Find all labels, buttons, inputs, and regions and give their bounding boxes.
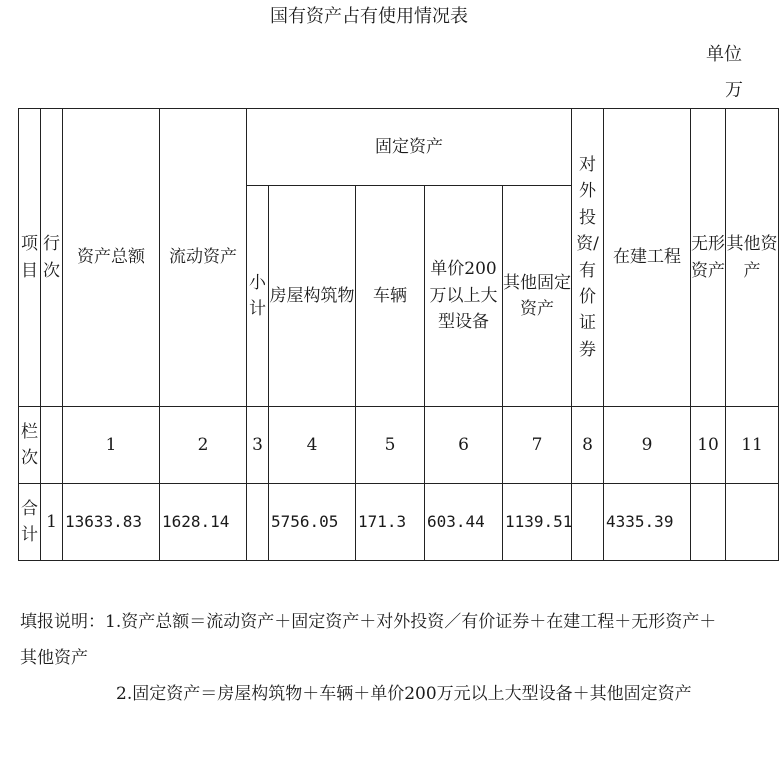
header-buildings: 房屋构筑物 (269, 186, 356, 407)
unit-label: 单位 (706, 44, 742, 65)
column-index-cell: 4 (269, 407, 356, 484)
column-index-cell: 5 (356, 407, 425, 484)
header-other-assets: 其他资产 (726, 109, 779, 407)
total-row-no: 1 (41, 484, 63, 561)
other-fixed-value: 1139.51 (503, 484, 572, 561)
column-index-blank (41, 407, 63, 484)
filling-notes (20, 604, 730, 712)
note-line-1: 填报说明：1.资产总额＝流动资产＋固定资产＋对外投资／有价证券＋在建工程＋无形资产＋其他资产 (20, 612, 717, 668)
column-index-cell: 10 (691, 407, 726, 484)
header-fixed-assets: 固定资产 (247, 109, 572, 186)
page-title: 国有资产占有使用情况表 (270, 6, 468, 27)
header-item: 项目 (19, 109, 41, 407)
column-index-cell: 8 (572, 407, 604, 484)
header-subtotal: 小计 (247, 186, 269, 407)
construction-value: 4335.39 (604, 484, 691, 561)
column-index-cell: 11 (726, 407, 779, 484)
header-intangible: 无形资产 (691, 109, 726, 407)
buildings-value: 5756.05 (269, 484, 356, 561)
header-construction: 在建工程 (604, 109, 691, 407)
total-row-label: 合计 (19, 484, 41, 561)
column-index-cell: 3 (247, 407, 269, 484)
investment-value (572, 484, 604, 561)
note-line-2: 2.固定资产＝房屋构筑物＋车辆＋单价200万元以上大型设备＋其他固定资产 (116, 684, 692, 704)
column-index-cell: 2 (160, 407, 247, 484)
large-equipment-value: 603.44 (425, 484, 503, 561)
header-row-no: 行次 (41, 109, 63, 407)
vehicles-value: 171.3 (356, 484, 425, 561)
unit-value: 万 (725, 80, 743, 101)
other-assets-value (726, 484, 779, 561)
header-other-fixed: 其他固定资产 (503, 186, 572, 407)
column-index-cell: 7 (503, 407, 572, 484)
column-index-cell: 1 (63, 407, 160, 484)
total-assets-value: 13633.83 (63, 484, 160, 561)
subtotal-value (247, 484, 269, 561)
column-index-cell: 6 (425, 407, 503, 484)
header-large-equipment: 单价200万以上大型设备 (425, 186, 503, 407)
intangible-value (691, 484, 726, 561)
header-total-assets: 资产总额 (63, 109, 160, 407)
current-assets-value: 1628.14 (160, 484, 247, 561)
column-index-cell: 9 (604, 407, 691, 484)
header-vehicles: 车辆 (356, 186, 425, 407)
asset-table (18, 108, 779, 561)
header-current-assets: 流动资产 (160, 109, 247, 407)
header-investment: 对外投资/有价证券 (572, 109, 604, 407)
column-index-label: 栏次 (19, 407, 41, 484)
